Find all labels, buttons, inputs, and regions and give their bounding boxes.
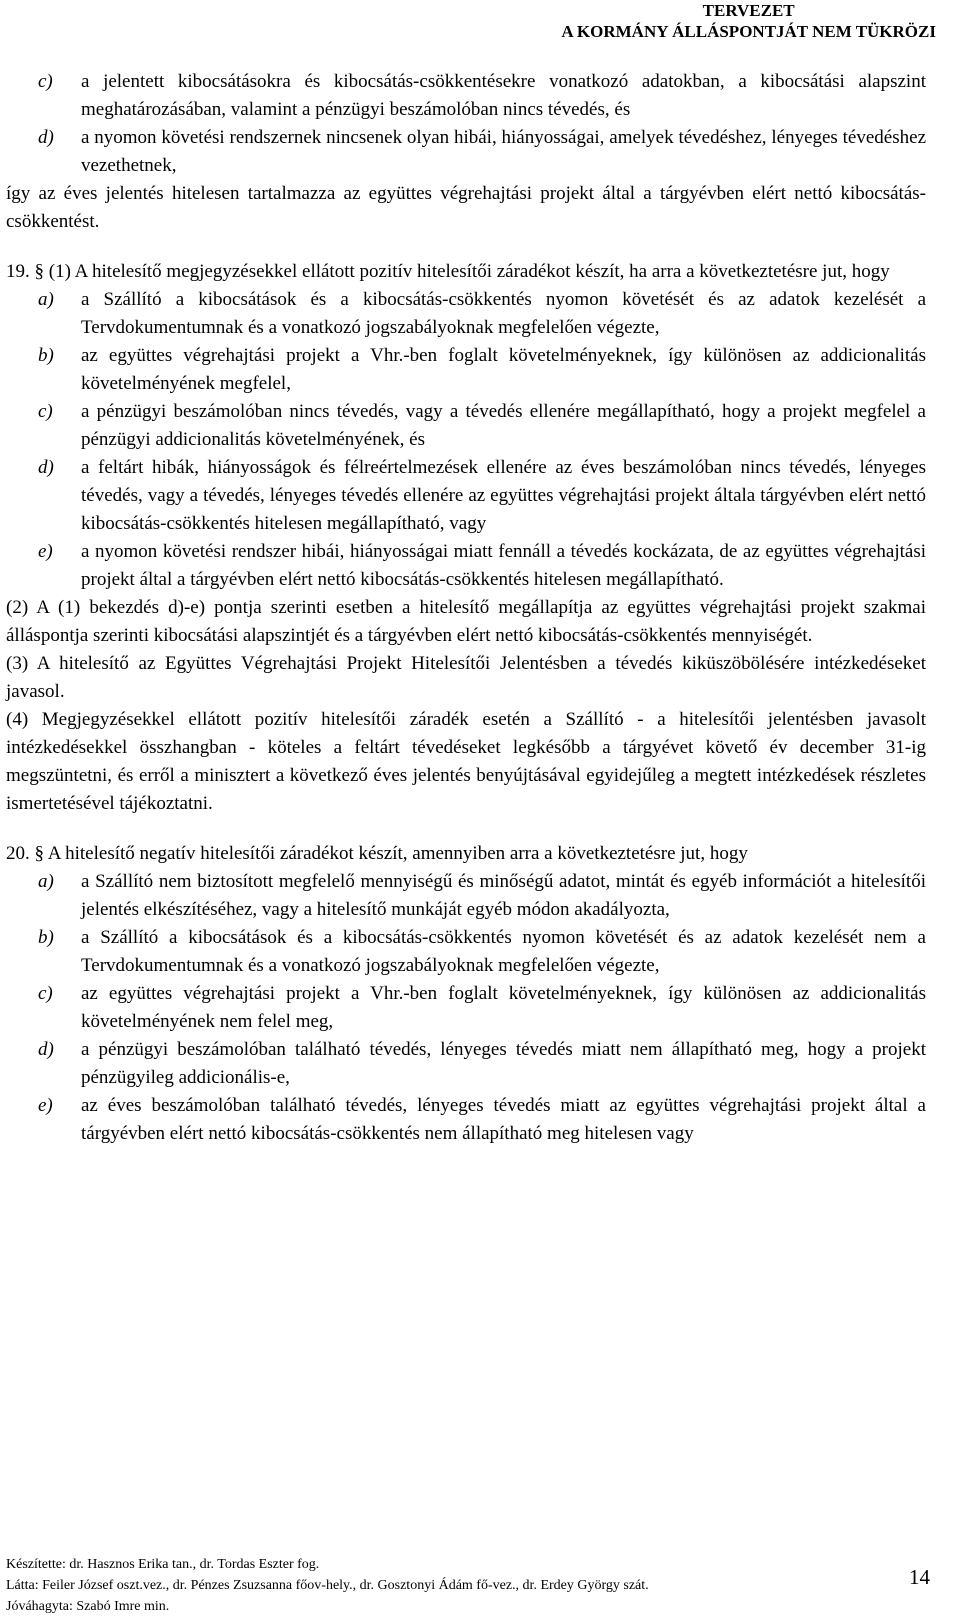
- list-item: [38, 868, 926, 924]
- item-text: a Szállító nem biztosított megfelelő mennyiségű és minőségű adatot, mintát és egyéb információt a hitelesítői jelentés elkészítéséhez, vagy a hitelesítő munkáját egyéb módon akadályozta,: [81, 871, 926, 920]
- item-letter: e): [38, 1095, 53, 1116]
- item-text: az együttes végrehajtási projekt a Vhr.-ben foglalt követelményeknek, így különösen az addicionalitás követelményének megfelel,: [81, 345, 926, 394]
- footer-approved-by: Jóváhagyta: Szabó Imre min.: [6, 1599, 170, 1614]
- header-line-2: A KORMÁNY ÁLLÁSPONTJÁT NEM TÜKRÖZI: [561, 22, 936, 41]
- item-text: a nyomon követési rendszernek nincsenek olyan hibái, hiányosságai, amelyek tévedéshez, lényeges tévedéshez vezethetnek,: [81, 127, 926, 176]
- item-text: a Szállító a kibocsátások és a kibocsátás-csökkentés nyomon követését és az adatok kezelését nem a Tervdokumentumnak és a vonatkozó jogszabályoknak megfelelően végezte,: [81, 927, 926, 976]
- list-item: [38, 454, 926, 538]
- list-item: [38, 538, 926, 594]
- item-letter: b): [38, 927, 54, 948]
- item-letter: c): [38, 983, 53, 1004]
- list-item: [38, 1092, 926, 1148]
- item-text: az együttes végrehajtási projekt a Vhr.-ben foglalt követelményeknek, így különösen az addicionalitás követelményének nem felel meg,: [81, 983, 926, 1032]
- section-19-paragraph-4: (4) Megjegyzésekkel ellátott pozitív hitelesítői záradék esetén a Szállító - a hitelesítői jelentésben javasolt intézkedésekkel összhangban - köteles a feltárt tévedéseket legkésőbb a tárgyévet követő év december 31-ig megszüntetni, és erről a minisztert a következő éves jelentés benyújtásával egyidejűleg a megtett intézkedések részletes ismertetésével tájékoztatni.: [6, 709, 926, 814]
- item-text: a pénzügyi beszámolóban nincs tévedés, vagy a tévedés ellenére megállapítható, hogy a projekt megfelel a pénzügyi addicionalitás követelményének, és: [81, 401, 926, 450]
- list-item: [38, 342, 926, 398]
- item-letter: c): [38, 71, 53, 92]
- list-item: [38, 924, 926, 980]
- item-letter: c): [38, 401, 53, 422]
- header-line-1: TERVEZET: [702, 1, 795, 20]
- item-text: a Szállító a kibocsátások és a kibocsátás-csökkentés nyomon követését és az adatok kezelését a Tervdokumentumnak és a vonatkozó jogszabályoknak megfelelően végezte,: [81, 289, 926, 338]
- item-letter: d): [38, 127, 54, 148]
- list-item: [38, 398, 926, 454]
- list-item: [38, 980, 926, 1036]
- list-item: [38, 124, 926, 180]
- section-19-intro: 19. § (1) A hitelesítő megjegyzésekkel ellátott pozitív hitelesítői záradékot készít, ha arra a következtetésre jut, hogy: [6, 261, 890, 282]
- list-item: [38, 286, 926, 342]
- closing-paragraph: így az éves jelentés hitelesen tartalmazza az együttes végrehajtási projekt által a tárgyévben elért nettó kibocsátás-csökkentést.: [6, 183, 926, 232]
- item-letter: e): [38, 541, 53, 562]
- footer-prepared-by: Készítette: dr. Hasznos Erika tan., dr. Tordas Eszter fog.: [6, 1557, 320, 1572]
- list-item: [38, 1036, 926, 1092]
- page-footer: [6, 1554, 649, 1617]
- draft-header: [561, 0, 936, 42]
- section-19-paragraph-2: (2) A (1) bekezdés d)-e) pontja szerinti esetben a hitelesítő megállapítja az együttes végrehajtási projekt szakmai álláspontja szerinti kibocsátási alapszintjét és a tárgyévben elért nettó kibocsátás-csökkentés mennyiségét.: [6, 597, 926, 646]
- item-letter: a): [38, 871, 54, 892]
- page-number: 14: [909, 1565, 930, 1589]
- section-20-intro: 20. § A hitelesítő negatív hitelesítői záradékot készít, amennyiben arra a következtetésre jut, hogy: [6, 843, 748, 864]
- item-letter: a): [38, 289, 54, 310]
- item-letter: d): [38, 457, 54, 478]
- item-text: a pénzügyi beszámolóban található tévedés, lényeges tévedés miatt nem állapítható meg, hogy a projekt pénzügyileg addicionális-e,: [81, 1039, 926, 1088]
- section-19-paragraph-3: (3) A hitelesítő az Együttes Végrehajtási Projekt Hitelesítői Jelentésben a tévedés kiküszöbölésére intézkedéseket javasol.: [6, 653, 926, 702]
- item-text: az éves beszámolóban található tévedés, lényeges tévedés miatt az együttes végrehajtási projekt által a tárgyévben elért nettó kibocsátás-csökkentés nem állapítható meg hitelesen vagy: [81, 1095, 926, 1144]
- item-text: a nyomon követési rendszer hibái, hiányosságai miatt fennáll a tévedés kockázata, de az együttes végrehajtási projekt által a tárgyévben elért nettó kibocsátás-csökkentés hitelesen megállapítható.: [81, 541, 926, 590]
- document-body: [6, 68, 926, 1148]
- item-text: a feltárt hibák, hiányosságok és félreértelmezések ellenére az éves beszámolóban nincs tévedés, lényeges tévedés, vagy a tévedés, lényeges tévedés ellenére az együttes végrehajtási projekt általa tárgyévben elért nettó kibocsátás-csökkentés hitelesen megállapítható, vagy: [81, 457, 926, 534]
- list-item: [38, 68, 926, 124]
- item-letter: b): [38, 345, 54, 366]
- item-text: a jelentett kibocsátásokra és kibocsátás-csökkentésekre vonatkozó adatokban, a kibocsátási alapszint meghatározásában, valamint a pénzügyi beszámolóban nincs tévedés, és: [81, 71, 926, 120]
- footer-reviewed-by: Látta: Feiler József oszt.vez., dr. Pénzes Zsuzsanna főov-hely., dr. Gosztonyi Ádám fő-vez., dr. Erdey György szát.: [6, 1578, 649, 1593]
- item-letter: d): [38, 1039, 54, 1060]
